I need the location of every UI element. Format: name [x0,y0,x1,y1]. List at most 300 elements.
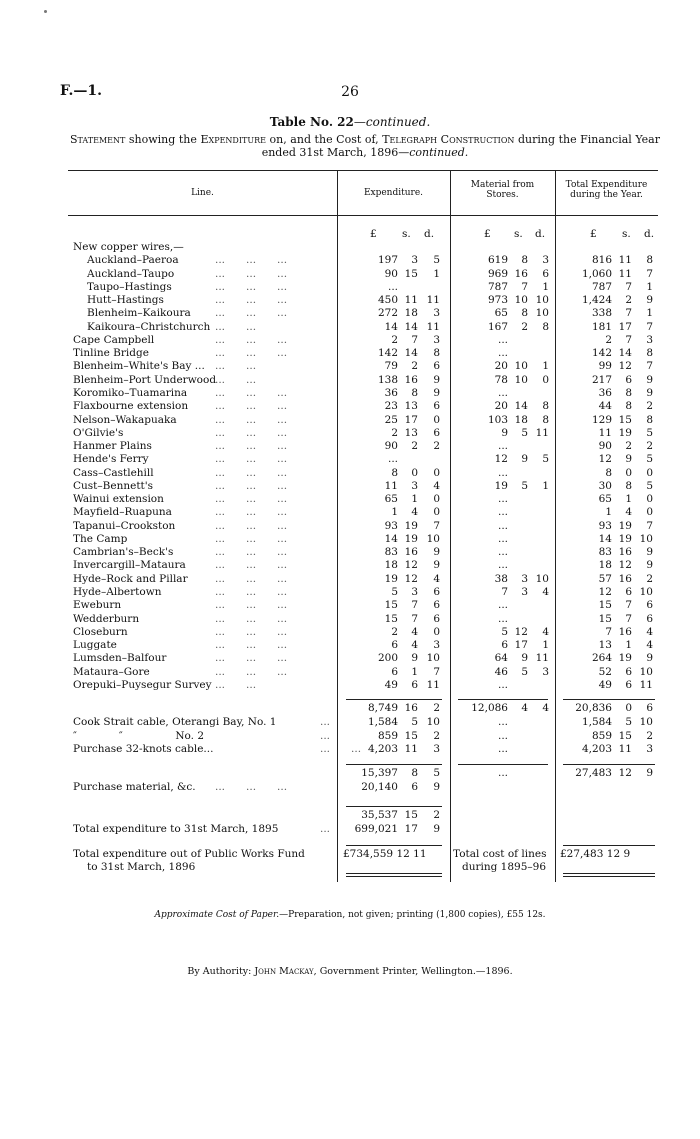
row-leader-dots: ... ... ... [215,612,288,625]
row-exp-shillings: 3 [411,586,418,599]
row-leader-dots: ... ... ... [215,559,288,572]
row-label: Tapanui–Crookston [73,519,176,532]
row-tot-pence: 2 [646,572,653,585]
row-leader-dots: ... ... [320,743,362,755]
row-label: Hanmer Plains [73,440,152,453]
row-leader-dots: ... ... ... [215,280,288,293]
row-exp-pence: 7 [433,519,440,532]
subtotal-1-exp-pounds: 8,749 [367,702,398,714]
subtotal-row-2 [0,767,700,779]
row-tot-pounds: 15 [598,612,612,625]
purchase-material-leader: ... ... ... [215,781,288,793]
row-tot-pounds: 11 [598,426,612,439]
statement-expenditure: Expenditure [200,133,266,146]
row-mat-pounds: ... [497,612,508,625]
row-leader-dots: ... ... ... [215,572,288,585]
row-leader-dots: ... ... [215,373,257,386]
row-label: Orepuki–Puysegur Survey [73,678,212,691]
row-leader-dots: ... ... ... [215,333,288,346]
row-tot-pounds: 52 [598,665,612,678]
row-tot-pence: 6 [646,599,653,612]
table-row [0,493,700,505]
row-leader-dots: ... ... ... [215,506,288,519]
subtotal-1-mat-shillings: 4 [521,702,528,714]
table-row [0,573,700,585]
row-exp-shillings: 1 [411,493,418,506]
row-tot-pence: 9 [646,546,653,559]
row-tot-shillings: 7 [625,333,632,346]
row-exp-pounds: 200 [377,652,398,665]
row-exp-pounds: 6 [391,665,398,678]
table-row [0,268,700,280]
table-row [0,506,700,518]
row-exp-shillings: 19 [404,532,418,545]
row-tot-shillings: 12 [618,559,632,572]
row-exp-pounds: 83 [384,546,398,559]
row-exp-pence: 7 [433,665,440,678]
subtotal-1-tot-shillings: 0 [625,702,632,714]
row-mat-pounds: ... [497,546,508,559]
grand-total-label-line-2: to 31st March, 1896 [87,861,196,873]
exp-unit-shillings: s. [402,228,411,240]
row-leader-dots: ... ... ... [215,519,288,532]
row-exp-pounds: 142 [377,347,398,360]
row-leader-dots: ... ... ... [215,532,288,545]
grand-total-total: £27,483 12 9 [560,848,631,860]
row-exp-shillings: 3 [411,254,418,267]
row-label: O'Gilvie's [73,426,124,439]
row-exp-pence: 10 [426,652,440,665]
row-tot-shillings: 11 [618,254,632,267]
row-tot-pounds: 787 [591,280,612,293]
row-tot-pence: 0 [646,506,653,519]
row-exp-shillings: 18 [404,307,418,320]
row-mat-pounds: 9 [501,426,508,439]
subtotal-row-1 [0,702,700,714]
row-exp-shillings: 12 [404,572,418,585]
row-exp-pence: 11 [426,320,440,333]
table-row [0,520,700,532]
row-tot-pounds: 816 [591,254,612,267]
row-exp-pounds: 65 [384,493,398,506]
row-label: Hyde–Albertown [73,586,162,599]
row-exp-pounds: 14 [384,532,398,545]
row-mat-pounds: 103 [487,413,508,426]
row-exp-shillings: 13 [404,400,418,413]
row-exp-pence: 0 [433,506,440,519]
table-title-suffix: —continued. [353,115,431,129]
col-header-expenditure: Expenditure. [363,188,424,198]
row-mat-pence: 4 [542,625,549,638]
table-row [0,321,700,333]
table-row [0,613,700,625]
row-tot-shillings: 6 [625,678,632,691]
cost-of-paper-text: —Preparation, not given; printing (1,800 copies), £55 12s. [279,910,546,920]
row-tot-pence: 9 [646,559,653,572]
row-tot-shillings: 9 [625,453,632,466]
row-exp-shillings: 16 [404,373,418,386]
row-tot-pence: 2 [646,729,653,742]
statement-lead: Statement [70,133,126,146]
row-leader-dots: ... ... ... [215,466,288,479]
row-tot-pence: 9 [646,373,653,386]
row-tot-shillings: 8 [625,386,632,399]
row-mat-pounds: ... [497,729,508,742]
row-exp-pounds: ... [387,280,398,293]
grand-total-row [0,848,700,860]
row-leader-dots: ... ... ... [215,493,288,506]
row-mat-shillings: 2 [521,320,528,333]
table-row [0,281,700,293]
row-mat-pence: 5 [542,453,549,466]
row-mat-pounds: 619 [487,254,508,267]
row-tot-pounds: 217 [591,373,612,386]
row-label: Nelson–Wakapuaka [73,413,177,426]
statement-text-1: showing the [125,133,201,146]
row-tot-shillings: 4 [625,506,632,519]
row-tot-pence: 10 [639,532,653,545]
row-mat-pounds: ... [497,678,508,691]
row-exp-pence: 0 [433,493,440,506]
row-tot-shillings: 5 [625,716,632,728]
table-row [0,414,700,426]
cost-of-paper-lead: Approximate Cost of Paper. [154,910,280,920]
row-mat-pounds: 12 [494,453,508,466]
row-mat-pence: 8 [542,400,549,413]
tot-unit-shillings: s. [622,228,631,240]
table-row [0,360,700,372]
row-tot-pounds: 90 [598,440,612,453]
row-leader-dots: ... ... ... [215,294,288,307]
row-exp-pence: 6 [433,586,440,599]
row-mat-pounds: 78 [494,373,508,386]
row-exp-shillings: 2 [411,440,418,453]
row-mat-pence: 10 [535,572,549,585]
row-label: Blenheim–Kaikoura [87,307,191,320]
row-exp-pence: 3 [433,743,440,755]
table-row [0,599,700,611]
row-tot-shillings: 2 [625,440,632,453]
row-label: New copper wires,— [73,241,184,253]
row-leader-dots: ... ... ... [215,386,288,399]
row-exp-pence: 6 [433,612,440,625]
row-mat-pounds: 7 [501,586,508,599]
row-mat-pounds: 65 [494,307,508,320]
table-row [0,294,700,306]
row-exp-shillings: 13 [404,426,418,439]
row-label: Blenheim–Port Underwood [73,373,217,386]
row-tot-pence: 10 [639,586,653,599]
subtotal-rule-tot-2 [563,764,655,765]
row-mat-pounds: ... [497,743,508,755]
table-row [0,559,700,571]
row-tot-shillings: 19 [618,519,632,532]
row-exp-pounds: 138 [377,373,398,386]
row-exp-pence: 2 [433,440,440,453]
row-label: Invercargill–Mataura [73,559,186,572]
row-label: Tinline Bridge [73,347,149,360]
table-row [0,467,700,479]
row-tot-pence: 1 [646,307,653,320]
col-header-material [450,180,555,200]
subtotal-row-3 [0,809,700,821]
row-leader-dots: ... ... ... [215,625,288,638]
row-exp-pounds: 2 [391,625,398,638]
total-to-1895-exp-shillings: 17 [404,823,418,835]
row-tot-pence: 7 [646,360,653,373]
row-label: Cass–Castlehill [73,466,154,479]
row-tot-pence: 9 [646,294,653,307]
row-exp-pounds: 2 [391,426,398,439]
row-leader-dots: ... ... ... [215,586,288,599]
row-label: Auckland–Taupo [87,267,175,280]
row-exp-shillings: 2 [411,360,418,373]
row-exp-pence: 8 [433,347,440,360]
row-tot-pounds: 12 [598,586,612,599]
page-number: 26 [341,84,359,100]
row-tot-shillings: 6 [625,586,632,599]
total-to-1895-label: Total expenditure to 31st March, 1895 [73,823,279,835]
page-speck [44,10,47,13]
subtotal-rule-mat-2 [458,764,548,765]
row-leader-dots: ... [320,729,331,742]
row-mat-shillings: 3 [521,586,528,599]
row-exp-pounds: 49 [384,678,398,691]
table-row [0,533,700,545]
row-leader-dots: ... ... ... [215,652,288,665]
row-exp-pounds: 36 [384,386,398,399]
row-label: Purchase 32-knots cable... [73,743,214,755]
table-row [0,374,700,386]
row-mat-shillings: 16 [514,267,528,280]
row-exp-shillings: 8 [411,386,418,399]
row-exp-pence: 0 [433,466,440,479]
row-tot-pounds: 36 [598,386,612,399]
subtotal-2-tot-pounds: 27,483 [575,767,612,779]
authority-text: , Government Printer, Wellington.—1896. [313,966,513,977]
table-row [0,480,700,492]
row-tot-pounds: 1,060 [581,267,612,280]
row-mat-pounds: 19 [494,479,508,492]
row-exp-shillings: 9 [411,652,418,665]
row-exp-shillings: 4 [411,639,418,652]
row-exp-shillings: 1 [411,665,418,678]
row-mat-pounds: 20 [494,400,508,413]
row-exp-pounds: 859 [377,729,398,742]
row-exp-pence: 6 [433,400,440,413]
row-mat-shillings: 8 [521,307,528,320]
document-code: F.—1. [60,83,103,99]
row-leader-dots: ... ... ... [215,413,288,426]
row-leader-dots: ... ... ... [215,453,288,466]
row-tot-pounds: 57 [598,572,612,585]
row-tot-pence: 10 [639,716,653,728]
row-leader-dots: ... ... ... [215,400,288,413]
row-tot-pounds: 7 [605,625,612,638]
row-exp-pence: 6 [433,599,440,612]
row-tot-pence: 11 [639,678,653,691]
row-mat-pounds: ... [497,532,508,545]
row-exp-pence: 10 [426,532,440,545]
row-exp-pence: 2 [433,729,440,742]
row-mat-pounds: ... [497,599,508,612]
row-mat-shillings: 18 [514,413,528,426]
row-exp-pence: 11 [426,294,440,307]
row-tot-pounds: 83 [598,546,612,559]
row-tot-pence: 2 [646,440,653,453]
row-exp-shillings: 14 [404,347,418,360]
row-mat-pence: 6 [542,267,549,280]
row-tot-pounds: 1 [605,506,612,519]
total-to-1895-exp-pounds: 699,021 [354,823,398,835]
row-tot-shillings: 8 [625,400,632,413]
row-exp-pounds: 272 [377,307,398,320]
row-exp-pence: 9 [433,546,440,559]
row-exp-shillings: 7 [411,612,418,625]
row-leader-dots: ... ... ... [215,347,288,360]
row-tot-pence: 5 [646,453,653,466]
purchase-material-row [0,781,700,793]
row-leader-dots: ... ... ... [215,599,288,612]
row-mat-shillings: 8 [521,254,528,267]
row-label: Cust–Bennett's [73,479,154,492]
row-exp-pounds: 1 [391,506,398,519]
row-label: ″ ″ No. 2 [73,729,205,742]
row-label: Auckland–Paeroa [87,254,179,267]
row-mat-pence: 8 [542,320,549,333]
row-mat-shillings: 9 [521,453,528,466]
table-row [0,666,700,678]
row-exp-pence: 9 [433,373,440,386]
row-mat-pounds: 20 [494,360,508,373]
row-tot-shillings: 14 [618,347,632,360]
row-tot-shillings: 16 [618,572,632,585]
row-tot-shillings: 17 [618,320,632,333]
subtotal-2-tot-shillings: 12 [618,767,632,779]
row-tot-pounds: 1,584 [581,716,612,728]
row-exp-pounds: 14 [384,320,398,333]
row-mat-pence: 4 [542,586,549,599]
row-exp-shillings: 7 [411,599,418,612]
row-label: Closeburn [73,625,128,638]
row-label: Eweburn [73,599,122,612]
row-tot-pence: 7 [646,267,653,280]
grand-total-expenditure: £734,559 12 11 [343,848,427,860]
row-mat-shillings: 3 [521,572,528,585]
row-exp-pounds: 25 [384,413,398,426]
row-tot-pounds: 181 [591,320,612,333]
row-tot-pounds: 44 [598,400,612,413]
subtotal-3-exp-pounds: 35,537 [361,809,398,821]
row-tot-pence: 0 [646,493,653,506]
row-label: Kaikoura–Christchurch [87,320,211,333]
row-tot-shillings: 7 [625,612,632,625]
row-tot-pounds: 15 [598,599,612,612]
row-tot-pounds: 338 [591,307,612,320]
row-tot-shillings: 12 [618,360,632,373]
row-tot-shillings: 7 [625,599,632,612]
row-tot-shillings: 19 [618,426,632,439]
row-mat-pounds: ... [497,716,508,728]
table-row [0,427,700,439]
row-tot-pounds: 2 [605,333,612,346]
row-tot-pounds: 18 [598,559,612,572]
row-exp-shillings: 19 [404,519,418,532]
row-exp-pounds: 90 [384,440,398,453]
row-tot-shillings: 6 [625,373,632,386]
row-mat-pounds: 46 [494,665,508,678]
total-to-1895-exp-pence: 9 [433,823,440,835]
col-header-material-line-1: Material from [470,180,535,190]
row-exp-pence: 5 [433,254,440,267]
table-row [0,743,700,755]
row-exp-pence: 6 [433,360,440,373]
row-exp-pounds: 197 [377,254,398,267]
row-tot-shillings: 6 [625,665,632,678]
row-tot-shillings: 19 [618,532,632,545]
row-label: Wedderburn [73,612,140,625]
row-leader-dots: ... ... ... [215,479,288,492]
mat-unit-pence: d. [535,228,546,240]
row-label: Mataura–Gore [73,665,150,678]
row-tot-pounds: 129 [591,413,612,426]
table-row [0,639,700,651]
table-top-rule [68,170,658,171]
row-label: Cook Strait cable, Oterangi Bay, No. 1 [73,716,277,728]
row-leader-dots: ... ... ... [215,440,288,453]
row-leader-dots: ... [320,716,331,728]
table-row [0,586,700,598]
row-tot-pence: 5 [646,426,653,439]
row-leader-dots: ... ... ... [215,639,288,652]
row-tot-pounds: 1,424 [581,294,612,307]
row-label: Hutt–Hastings [87,294,164,307]
row-tot-pounds: 8 [605,466,612,479]
row-exp-pounds: 79 [384,360,398,373]
row-mat-pounds: ... [497,333,508,346]
total-to-1895-leader: ... [320,823,331,835]
row-mat-shillings: 14 [514,400,528,413]
row-label: Taupo–Hastings [87,280,172,293]
row-exp-shillings: 15 [404,267,418,280]
row-tot-pounds: 13 [598,639,612,652]
row-exp-pounds: 15 [384,599,398,612]
row-tot-pence: 9 [646,652,653,665]
row-mat-pounds: ... [497,386,508,399]
row-tot-pounds: 93 [598,519,612,532]
row-exp-shillings: 17 [404,413,418,426]
row-exp-pounds: 11 [384,479,398,492]
row-tot-pence: 6 [646,612,653,625]
row-mat-pounds: ... [497,347,508,360]
row-mat-shillings: 5 [521,665,528,678]
col-header-material-line-2: Stores. [486,190,519,200]
row-tot-shillings: 16 [618,625,632,638]
grand-total-tot-double-rule-2 [563,876,655,877]
row-exp-shillings: 11 [404,743,418,755]
row-exp-pence: 0 [433,625,440,638]
row-exp-pounds: 4,203 [367,743,398,755]
row-exp-pounds: 2 [391,333,398,346]
table-row [0,716,700,728]
row-tot-shillings: 15 [618,729,632,742]
row-exp-shillings: 6 [411,678,418,691]
row-leader-dots: ... ... ... [215,546,288,559]
row-exp-pence: 3 [433,333,440,346]
row-mat-pence: 10 [535,307,549,320]
row-mat-pence: 1 [542,479,549,492]
table-row [0,652,700,664]
